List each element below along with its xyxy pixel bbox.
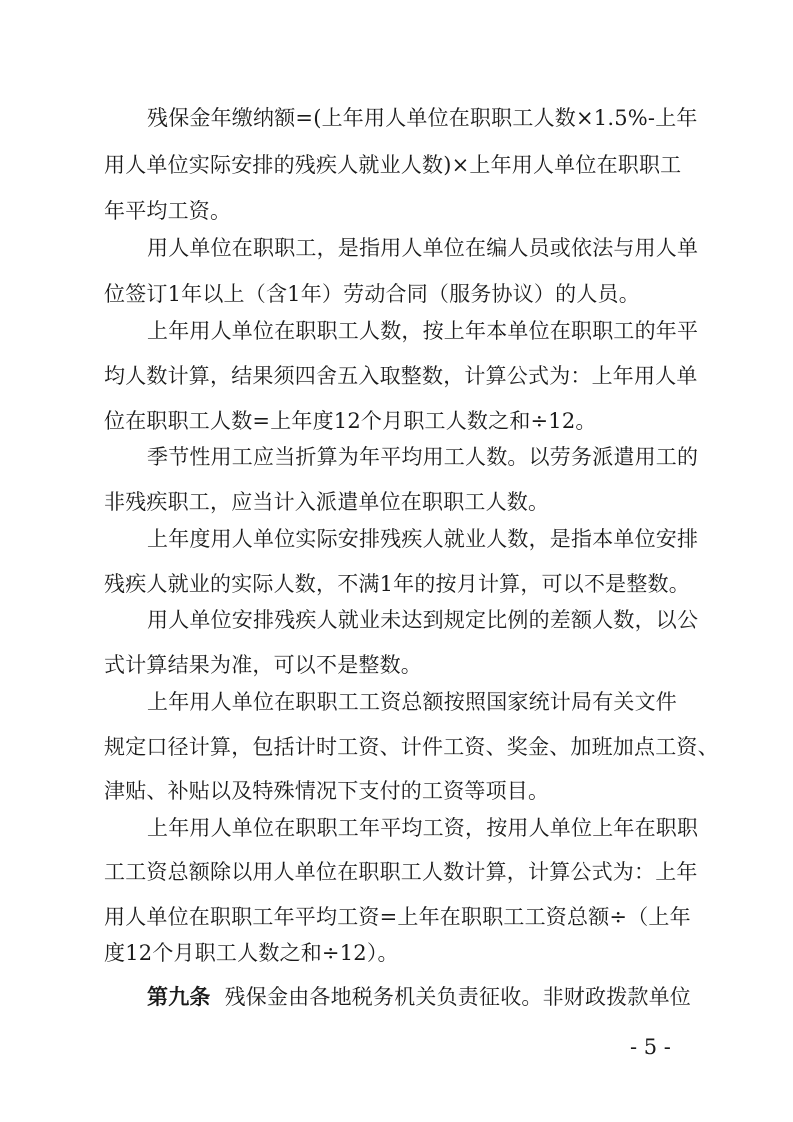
text-line: 工工资总额除以用人单位在职职工人数计算，计算公式为：上年 xyxy=(104,860,698,884)
text-line: 均人数计算，结果须四舍五入取整数，计算公式为：上年用人单 xyxy=(104,364,698,388)
text-line: 季节性用工应当折算为年平均用工人数。以劳务派遣用工的 xyxy=(147,445,699,469)
text-line: 用人单位在职职工，是指用人单位在编人员或依法与用人单 xyxy=(147,236,699,260)
text-line: 上年用人单位在职职工工资总额按照国家统计局有关文件 xyxy=(147,690,677,714)
text-line: 式计算结果为准，可以不是整数。 xyxy=(104,653,422,677)
page-number: - 5 - xyxy=(630,1035,671,1059)
text-line: 非残疾职工，应当计入派遣单位在职职工人数。 xyxy=(104,490,550,514)
article-label: 第九条 xyxy=(147,984,211,1009)
text-line: 用人单位安排残疾人就业未达到规定比例的差额人数，以公 xyxy=(147,608,699,632)
text-line: 残疾人就业的实际人数，不满1年的按月计算，可以不是整数。 xyxy=(104,572,690,596)
text-line: 规定口径计算，包括计时工资、计件工资、奖金、加班加点工资、 xyxy=(104,735,719,759)
text-line: 上年度用人单位实际安排残疾人就业人数，是指本单位安排 xyxy=(147,527,699,551)
text-line: 年平均工资。 xyxy=(104,199,232,223)
text-line: 位签订1年以上（含1年）劳动合同（服务协议）的人员。 xyxy=(104,282,640,306)
article-line xyxy=(147,982,691,1012)
text-line: 位在职职工人数=上年度12个月职工人数之和÷12。 xyxy=(104,409,597,433)
text-line: 上年用人单位在职职工年平均工资，按用人单位上年在职职 xyxy=(147,816,699,840)
text-line: 残保金年缴纳额=(上年用人单位在职职工人数×1.5%-上年 xyxy=(147,106,698,130)
article-text: 残保金由各地税务机关负责征收。非财政拨款单位 xyxy=(224,985,692,1009)
text-line: 上年用人单位在职职工人数，按上年本单位在职职工的年平 xyxy=(147,319,699,343)
text-line: 用人单位实际安排的残疾人就业人数)×上年用人单位在职职工 xyxy=(104,153,682,177)
text-line: 度12个月职工人数之和÷12）。 xyxy=(104,941,399,965)
text-line: 用人单位在职职工年平均工资=上年在职职工工资总额÷（上年 xyxy=(104,905,691,929)
text-line: 津贴、补贴以及特殊情况下支付的工资等项目。 xyxy=(104,779,550,803)
